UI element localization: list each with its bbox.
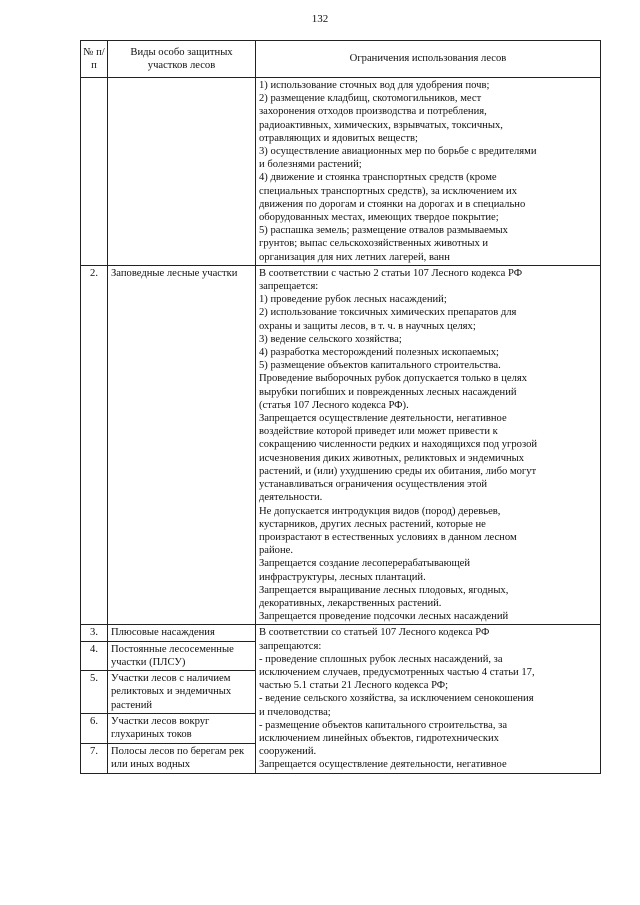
text-line: воздействие которой приведет или может привести к xyxy=(259,426,498,438)
table-header-row xyxy=(81,41,601,78)
text-line: растений, и (или) ухудшению среды их обитания, либо могут xyxy=(259,465,537,477)
row-restrictions xyxy=(256,265,601,624)
row-type: Участки лесов вокруг глухариных токов xyxy=(108,714,256,744)
text-line: отравляющих и ядовитых веществ; xyxy=(259,132,418,144)
text-line: специальных транспортных средств), за исключением их xyxy=(259,185,518,197)
text-line: оборудованных местах, имеющих твердое покрытие; xyxy=(259,212,499,224)
text-line: Проведение выборочных рубок допускается только в целях xyxy=(259,373,528,385)
text-line: - размещение объектов капитального строительства, за xyxy=(259,719,508,731)
text-line: - ведение сельского хозяйства, за исключением сенокошения xyxy=(259,693,534,705)
text-line: районе. xyxy=(259,545,293,557)
header-type: Виды особо защитных участков лесов xyxy=(108,41,256,78)
row-type: Плюсовые насаждения xyxy=(108,625,256,641)
row-num: 6. xyxy=(81,714,108,744)
text-line: запрещается: xyxy=(259,281,319,293)
text-line: декоративных, лекарственных растений. xyxy=(259,597,442,609)
text-line: 5) размещение объектов капитального строительства. xyxy=(259,360,501,372)
restrictions-table xyxy=(80,40,601,774)
text-line: 1) проведение рубок лесных насаждений; xyxy=(259,294,447,306)
row-num: 4. xyxy=(81,641,108,671)
text-line: Запрещается выращивание лесных плодовых, ягодных, xyxy=(259,584,509,596)
text-line: захоронения отходов производства и потребления, xyxy=(259,106,487,118)
text-line: 4) движение и стоянка транспортных средств (кроме xyxy=(259,172,497,184)
text-line: вырубки погибших и поврежденных лесных насаждений xyxy=(259,386,517,398)
row-type: Заповедные лесные участки xyxy=(108,265,256,624)
text-line: 2) размещение кладбищ, скотомогильников, мест xyxy=(259,93,482,105)
text-line: произрастают в естественных условиях в данном лесном xyxy=(259,531,517,543)
text-line: сооружений. xyxy=(259,746,317,758)
text-line: 2) использование токсичных химических препаратов для xyxy=(259,307,517,319)
table-row xyxy=(81,78,601,266)
text-line: Запрещается создание лесоперерабатывающей xyxy=(259,558,471,570)
text-line: 3) осуществление авиационных мер по борьбе с вредителями xyxy=(259,146,537,158)
text-line: и болезнями растений; xyxy=(259,159,362,171)
text-line: 5) распашка земель; размещение отвалов размываемых xyxy=(259,225,508,237)
text-line: радиоактивных, химических, взрывчатых, токсичных, xyxy=(259,119,503,131)
row-num: 2. xyxy=(81,265,108,624)
text-line: исчезновения диких животных, реликтовых и эндемичных xyxy=(259,452,525,464)
text-line: 1) использование сточных вод для удобрения почв; xyxy=(259,80,490,91)
header-num: № п/п xyxy=(81,41,108,78)
text-line: грунтов; выпас сельскохозяйственных животных и xyxy=(259,238,489,250)
text-line: сокращению численности редких и находящихся под угрозой xyxy=(259,439,538,451)
table-row xyxy=(81,625,601,641)
text-line: - проведение сплошных рубок лесных насаждений, за xyxy=(259,653,503,665)
text-line: охраны и защиты лесов, в т. ч. в научных целях; xyxy=(259,320,476,332)
text-line: инфраструктуры, лесных плантаций. xyxy=(259,571,426,583)
row-type: Участки лесов с наличием реликтовых и эндемичных растений xyxy=(108,671,256,714)
text-line: Запрещается проведение подсочки лесных насаждений xyxy=(259,611,509,623)
row-type: Постоянные лесосеменные участки (ПЛСУ) xyxy=(108,641,256,671)
row-restrictions-merged xyxy=(256,625,601,773)
text-line: организация для них летних лагерей, ванн xyxy=(259,251,450,263)
page-number: 132 xyxy=(311,13,329,25)
row-num: 3. xyxy=(81,625,108,641)
text-line: движения по дорогам и стоянки на дорогах и в специально xyxy=(259,198,526,210)
row-type: Полосы лесов по берегам рек или иных водных xyxy=(108,743,256,773)
text-line: Запрещается осуществление деятельности, негативное xyxy=(259,759,507,771)
row-restrictions-cont xyxy=(256,78,601,266)
text-line: 4) разработка месторождений полезных ископаемых; xyxy=(259,347,499,359)
text-line: В соответствии с частью 2 статьи 107 Лесного кодекса РФ xyxy=(259,267,523,279)
text-line: В соответствии со статьей 107 Лесного кодекса РФ xyxy=(259,627,490,639)
text-line: деятельности. xyxy=(259,492,323,504)
text-line: и пчеловодства; xyxy=(259,706,331,718)
text-line: исключением случаев, предусмотренных частью 4 статьи 17, xyxy=(259,666,535,678)
text-line: кустарников, других лесных растений, которые не xyxy=(259,518,486,530)
text-line: устанавливаться ограничения осуществления этой xyxy=(259,479,488,491)
text-line: Не допускается интродукция видов (пород) деревьев, xyxy=(259,505,501,517)
table-row xyxy=(81,265,601,624)
row-num-empty xyxy=(81,78,108,266)
text-line: (статья 107 Лесного кодекса РФ). xyxy=(259,399,409,411)
text-line: частью 5.1 статьи 21 Лесного кодекса РФ; xyxy=(259,680,449,692)
row-num: 5. xyxy=(81,671,108,714)
row-num: 7. xyxy=(81,743,108,773)
text-line: 3) ведение сельского хозяйства; xyxy=(259,333,402,345)
header-restrictions: Ограничения использования лесов xyxy=(256,41,601,78)
text-line: Запрещается осуществление деятельности, негативное xyxy=(259,413,507,425)
text-line: исключением линейных объектов, гидротехнических xyxy=(259,732,499,744)
text-line: запрещаются: xyxy=(259,640,322,652)
row-type-empty xyxy=(108,78,256,266)
